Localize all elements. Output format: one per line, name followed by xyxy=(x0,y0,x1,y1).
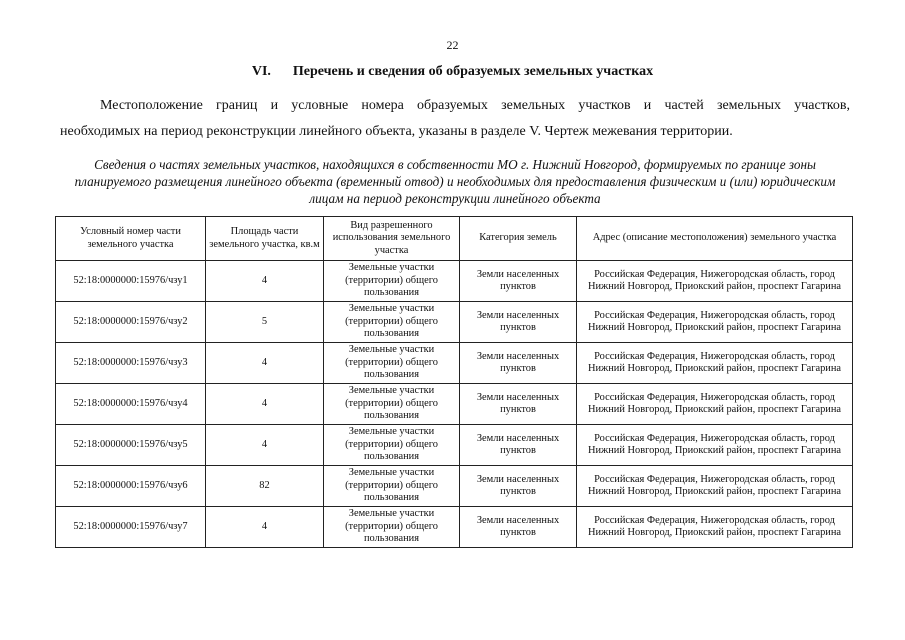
cell-plot-number: 52:18:0000000:15976/чзу6 xyxy=(56,466,206,507)
cell-area: 5 xyxy=(206,302,324,343)
header-permitted-use: Вид разрешенного использования земельного участка xyxy=(324,217,460,261)
intro-paragraph-line-2: необходимых на период реконструкции линейного объекта, указаны в разделе V. Чертеж межевания территории. xyxy=(60,124,733,139)
cell-plot-number: 52:18:0000000:15976/чзу2 xyxy=(56,302,206,343)
intro-paragraph-line-1: Местоположение границ и условные номера образуемых земельных участков и частей земельных участков, xyxy=(100,98,850,113)
cell-address: Российская Федерация, Нижегородская область, город Нижний Новгород, Приокский район, проспект Гагарина xyxy=(577,384,853,425)
cell-land-category: Земли населенных пунктов xyxy=(460,425,577,466)
table-row xyxy=(56,384,853,425)
cell-permitted-use: Земельные участки (территории) общего пользования xyxy=(324,425,460,466)
cell-land-category: Земли населенных пунктов xyxy=(460,261,577,302)
cell-land-category: Земли населенных пунктов xyxy=(460,384,577,425)
cell-land-category: Земли населенных пунктов xyxy=(460,507,577,548)
section-title: Перечень и сведения об образуемых земельных участках xyxy=(292,64,654,79)
header-address: Адрес (описание местоположения) земельного участка xyxy=(577,217,853,261)
cell-address: Российская Федерация, Нижегородская область, город Нижний Новгород, Приокский район, проспект Гагарина xyxy=(577,466,853,507)
cell-plot-number: 52:18:0000000:15976/чзу7 xyxy=(56,507,206,548)
cell-permitted-use: Земельные участки (территории) общего пользования xyxy=(324,507,460,548)
cell-land-category: Земли населенных пунктов xyxy=(460,343,577,384)
page-number: 22 xyxy=(446,38,459,52)
cell-plot-number: 52:18:0000000:15976/чзу3 xyxy=(56,343,206,384)
cell-area: 4 xyxy=(206,261,324,302)
cell-area: 4 xyxy=(206,507,324,548)
cell-permitted-use: Земельные участки (территории) общего пользования xyxy=(324,343,460,384)
cell-permitted-use: Земельные участки (территории) общего пользования xyxy=(324,466,460,507)
cell-plot-number: 52:18:0000000:15976/чзу5 xyxy=(56,425,206,466)
header-land-category: Категория земель xyxy=(460,217,577,261)
cell-area: 4 xyxy=(206,425,324,466)
cell-plot-number: 52:18:0000000:15976/чзу1 xyxy=(56,261,206,302)
cell-plot-number: 52:18:0000000:15976/чзу4 xyxy=(56,384,206,425)
land-plots-table xyxy=(55,216,853,548)
table-caption: Сведения о частях земельных участков, находящихся в собственности МО г. Нижний Новгород, формируемых по границе зоны планируемого размещения линейного объекта (временный отвод) и необходимых для предоставления физическим и (или) юридическим лицам на период реконструкции линейного объекта xyxy=(74,157,836,206)
table-row xyxy=(56,261,853,302)
cell-address: Российская Федерация, Нижегородская область, город Нижний Новгород, Приокский район, проспект Гагарина xyxy=(577,261,853,302)
cell-permitted-use: Земельные участки (территории) общего пользования xyxy=(324,302,460,343)
table-row xyxy=(56,507,853,548)
table-row xyxy=(56,302,853,343)
table-row xyxy=(56,466,853,507)
cell-permitted-use: Земельные участки (территории) общего пользования xyxy=(324,384,460,425)
cell-address: Российская Федерация, Нижегородская область, город Нижний Новгород, Приокский район, проспект Гагарина xyxy=(577,302,853,343)
table-row xyxy=(56,343,853,384)
header-plot-number: Условный номер части земельного участка xyxy=(56,217,206,261)
table-header-row xyxy=(56,217,853,261)
table-row xyxy=(56,425,853,466)
cell-address: Российская Федерация, Нижегородская область, город Нижний Новгород, Приокский район, проспект Гагарина xyxy=(577,343,853,384)
cell-area: 82 xyxy=(206,466,324,507)
header-area: Площадь части земельного участка, кв.м xyxy=(206,217,324,261)
cell-address: Российская Федерация, Нижегородская область, город Нижний Новгород, Приокский район, проспект Гагарина xyxy=(577,507,853,548)
section-number: VI. xyxy=(251,64,271,79)
cell-land-category: Земли населенных пунктов xyxy=(460,302,577,343)
cell-permitted-use: Земельные участки (территории) общего пользования xyxy=(324,261,460,302)
cell-address: Российская Федерация, Нижегородская область, город Нижний Новгород, Приокский район, проспект Гагарина xyxy=(577,425,853,466)
section-heading xyxy=(0,64,905,80)
cell-area: 4 xyxy=(206,343,324,384)
cell-land-category: Земли населенных пунктов xyxy=(460,466,577,507)
cell-area: 4 xyxy=(206,384,324,425)
